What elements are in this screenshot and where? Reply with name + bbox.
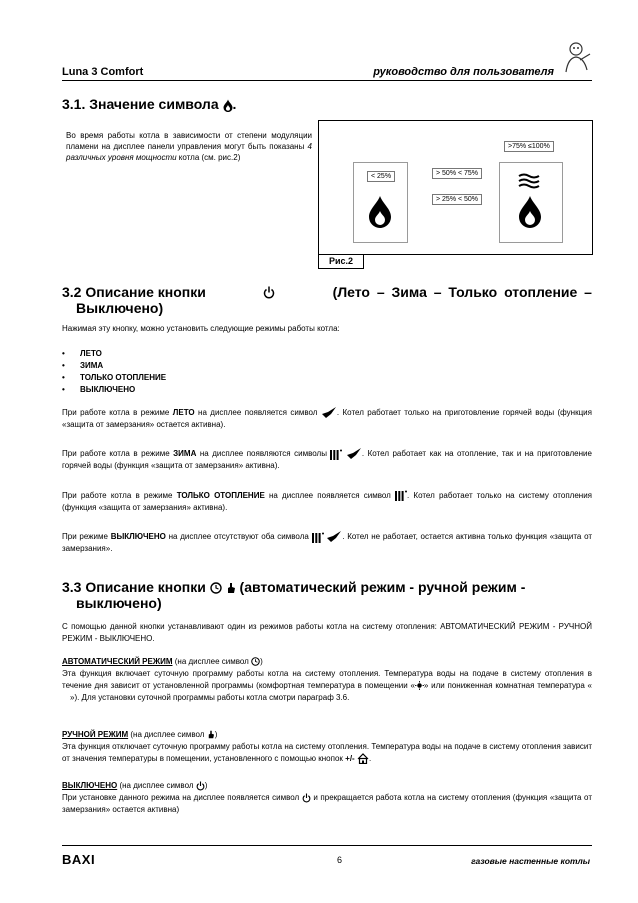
section-3-3-intro: С помощью данной кнопки устанавливают один из режимов работы котла на систему отопления: АВТОМАТИЧЕСКИЙ РЕЖИМ - РУЧНОЙ РЕЖИМ - ВЫКЛЮЧЕНО. [62,622,592,643]
chip-level-2: > 25% < 50% [432,194,482,205]
clock-icon [251,657,260,666]
hand-icon [207,730,215,739]
power-icon [196,781,205,791]
list-item: • ЗИМА [62,360,166,372]
chip-low: < 25% [367,171,395,182]
flame-large-icon-2 [518,195,542,229]
section-3-1-title: 3.1. Значение символа . [62,96,237,112]
footer-product: газовые настенные котлы [471,856,590,866]
power-icon [302,793,311,803]
section-3-3-title: 3.3 Описание кнопки (автоматический режим - ручной режим - выключено) [62,579,526,611]
header-doc-title: руководство для пользователя [373,66,554,78]
header-model: Luna 3 Comfort [62,66,144,78]
radiator-icon [330,449,342,460]
baxi-logo: BAXI [62,852,96,867]
level-bars-icon [517,173,541,189]
hand-icon [226,582,236,594]
list-item: • ТОЛЬКО ОТОПЛЕНИЕ [62,372,166,384]
figure-2-label: Рис.2 [318,254,364,269]
moon-icon [62,693,70,702]
tap-icon [321,407,337,419]
flame-large-icon [368,195,392,229]
paragraph-off: При режиме ВЫКЛЮЧЕНО на дисплее отсутствуют оба символа . Котел не работает, остается активна только функция «защита от замерзания». [62,532,593,554]
flame-icon [223,99,233,112]
section-3-2-intro: Нажимая эту кнопку, можно установить следующие режимы работы котла: [62,324,340,333]
section-3-2-title: 3.2 Описание кнопки (Лето – Зима – Только отопление – Выключено) [62,284,592,316]
chip-level-3: >75% ≤100% [504,141,554,152]
radiator-icon [395,490,407,501]
tap-icon [346,448,362,460]
off-mode-block: ВЫКЛЮЧЕНО (на дисплее символ ) При установке данного режима на дисплее появляется символ и прекращается работа котла на систему отопления (функция «защита от замерзания» остается активна) [62,781,592,814]
mascot-icon [560,40,592,74]
tap-icon [326,531,342,543]
list-item: • ЛЕТО [62,348,166,360]
paragraph-winter: При работе котла в режиме ЗИМА на дисплее появляются символы . Котел работает как на отопление, так и на приготовление горячей воды (функция «защита от замерзания» активна). [62,449,592,471]
sun-icon [415,681,424,690]
paragraph-summer: При работе котла в режиме ЛЕТО на дисплее появляется символ . Котел работает только на приготовление горячей воды (функция «защита от замерзания» остается активна). [62,408,592,430]
footer-rule [62,845,592,846]
auto-mode-block: АВТОМАТИЧЕСКИЙ РЕЖИМ (на дисплее символ ) Эта функция включает суточную программу работы котла на систему отопления. Температура воды на подаче в систему отопления в течение дня зависит от установленной программы (комфортная температура в помещении « » или пониженная комнатная температура « »). Для установки суточной программы работы котла смотри параграф 3.6. [62,657,593,702]
figure-2 [318,120,593,255]
mode-list [62,348,166,396]
list-item: • ВЫКЛЮЧЕНО [62,384,166,396]
page-number: 6 [337,855,343,865]
paragraph-heating-only: При работе котла в режиме ТОЛЬКО ОТОПЛЕНИЕ на дисплее появляется символ . Котел работает только на систему отопления (функция «защита от замерзания» активна). [62,491,592,512]
section-3-1-text: Во время работы котла в зависимости от степени модуляции пламени на дисплее панели управления могут быть показаны 4 различных уровня мощности котла (см. рис.2) [66,131,312,162]
house-icon [357,753,369,764]
power-icon [263,286,275,299]
header-rule [62,80,592,81]
chip-level-1: > 50% < 75% [432,168,482,179]
manual-mode-block: РУЧНОЙ РЕЖИМ (на дисплее символ ) Эта функция отключает суточную программу работы котла на систему отопления. Температура воды на подаче в систему отопления зависит от значения температуры в помещении, установленного с помощью кнопок +/- . [62,730,592,763]
radiator-icon [312,532,324,543]
clock-icon [210,582,222,594]
